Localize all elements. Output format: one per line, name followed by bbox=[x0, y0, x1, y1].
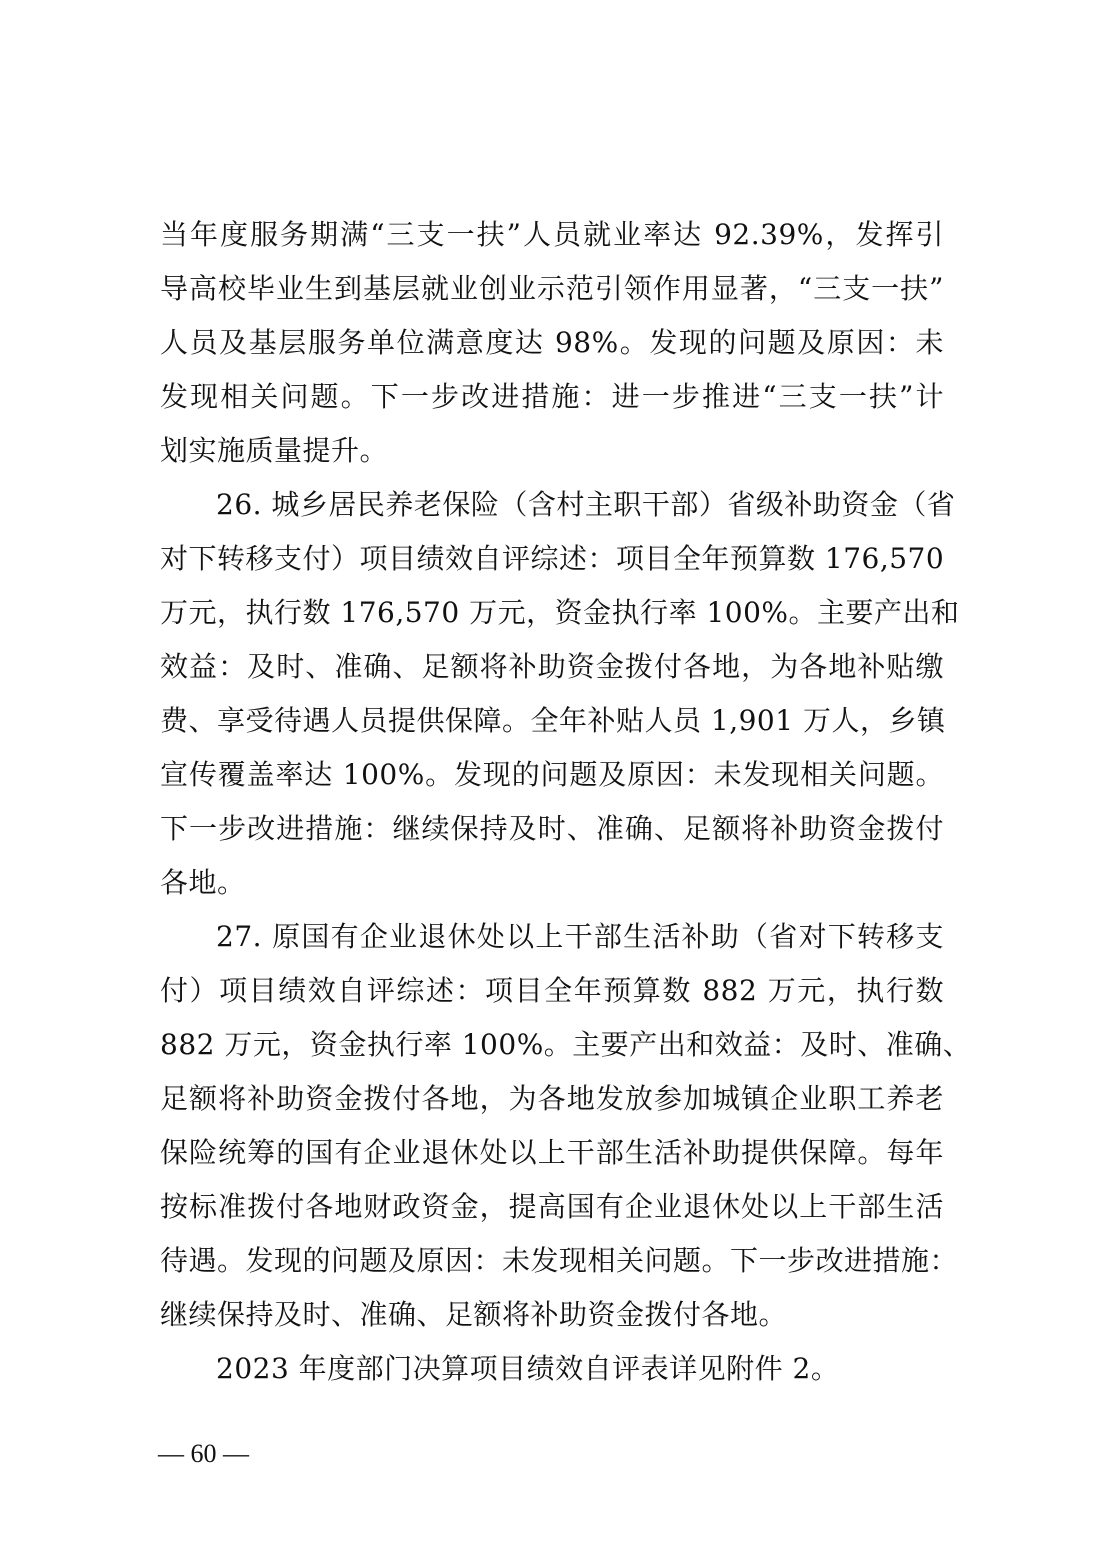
text-line: 导高校毕业生到基层就业创业示范引领作用显著，“三支一扶” bbox=[160, 272, 944, 305]
text-line: 待遇。发现的问题及原因：未发现相关问题。下一步改进措施： bbox=[160, 1244, 959, 1277]
text-line: 付）项目绩效自评综述：项目全年预算数 882 万元，执行数 bbox=[160, 974, 944, 1007]
text-line: 费、享受待遇人员提供保障。全年补贴人员 1,901 万人，乡镇 bbox=[160, 704, 946, 737]
text-line: 人员及基层服务单位满意度达 98%。发现的问题及原因：未 bbox=[160, 326, 944, 359]
text-line: 2023 年度部门决算项目绩效自评表详见附件 2。 bbox=[216, 1352, 840, 1385]
text-line: 效益：及时、准确、足额将补助资金拨付各地，为各地补贴缴 bbox=[160, 650, 944, 683]
text-line: 各地。 bbox=[160, 866, 246, 899]
text-line: 万元，执行数 176,570 万元，资金执行率 100%。主要产出和 bbox=[160, 596, 960, 629]
text-line: 对下转移支付）项目绩效自评综述：项目全年预算数 176,570 bbox=[160, 542, 945, 575]
text-line: 宣传覆盖率达 100%。发现的问题及原因：未发现相关问题。 bbox=[160, 758, 944, 791]
text-line: 发现相关问题。下一步改进措施：进一步推进“三支一扶”计 bbox=[160, 380, 944, 413]
paragraph-item-27 bbox=[160, 910, 972, 1342]
text-line: 当年度服务期满“三支一扶”人员就业率达 92.39%，发挥引 bbox=[160, 218, 944, 251]
body-text bbox=[160, 208, 972, 1396]
text-line: 继续保持及时、准确、足额将补助资金拨付各地。 bbox=[160, 1298, 788, 1331]
text-line: 按标准拨付各地财政资金，提高国有企业退休处以上干部生活 bbox=[160, 1190, 944, 1223]
text-line: 27. 原国有企业退休处以上干部生活补助（省对下转移支 bbox=[216, 920, 944, 953]
text-line: 足额将补助资金拨付各地，为各地发放参加城镇企业职工养老 bbox=[160, 1082, 944, 1115]
text-line: 26. 城乡居民养老保险（含村主职干部）省级补助资金（省 bbox=[216, 488, 956, 521]
text-line: 划实施质量提升。 bbox=[160, 434, 389, 467]
page-number: — 60 — bbox=[158, 1439, 249, 1468]
text-line: 下一步改进措施：继续保持及时、准确、足额将补助资金拨付 bbox=[160, 812, 944, 845]
text-line: 882 万元，资金执行率 100%。主要产出和效益：及时、准确、 bbox=[160, 1028, 972, 1061]
paragraph-item-26 bbox=[160, 478, 960, 910]
paragraph-continuation bbox=[160, 208, 944, 478]
text-line: 保险统筹的国有企业退休处以上干部生活补助提供保障。每年 bbox=[160, 1136, 944, 1169]
paragraph-attachment-note bbox=[160, 1342, 944, 1396]
